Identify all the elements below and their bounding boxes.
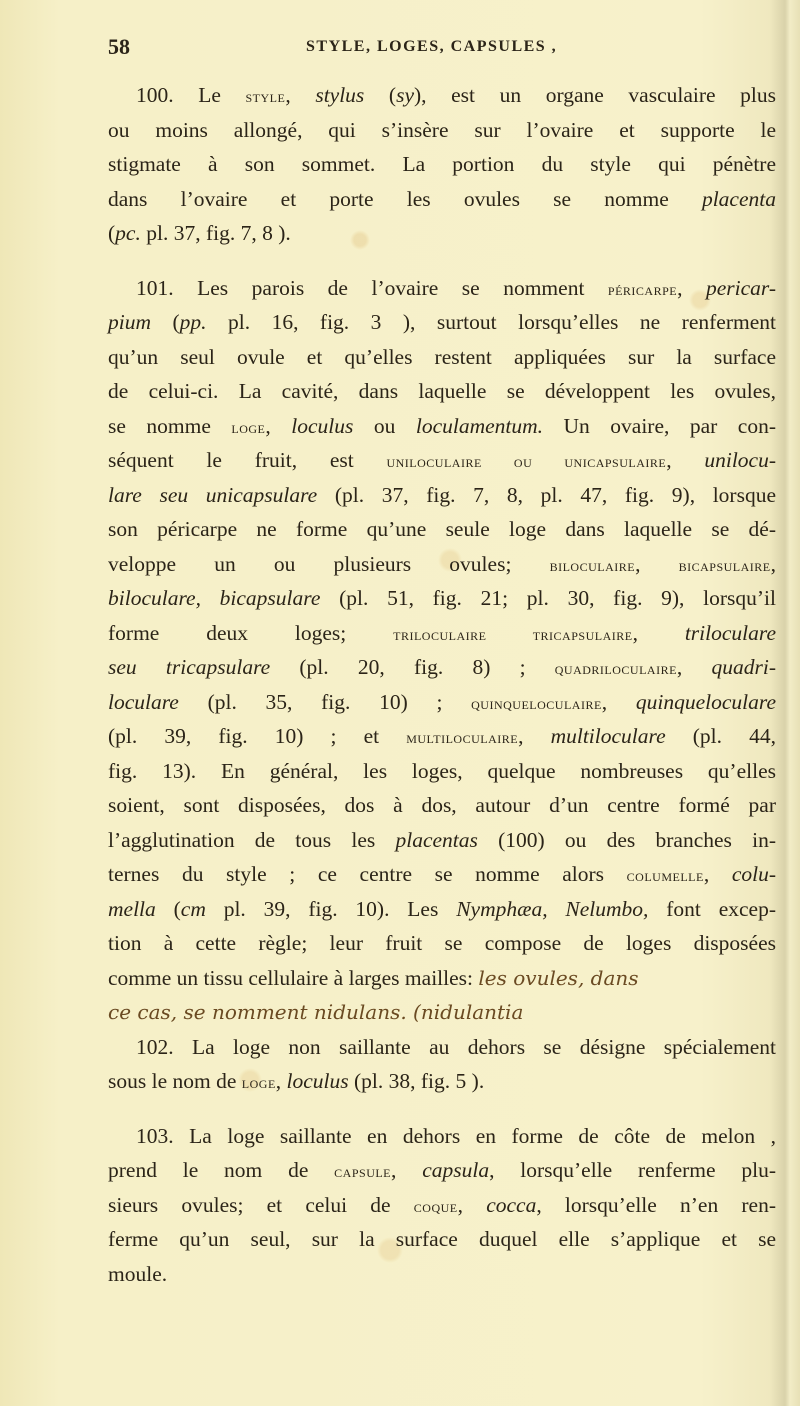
italic-term: capsula [422,1158,490,1182]
text-line: seu tricapsulare (pl. 20, fig. 8) ; quadriloculaire, quadri- [108,655,777,679]
text-line: qu’un seul ovule et qu’elles restent appliquées sur la surface [108,344,776,369]
italic-term: triloculare [684,620,776,645]
small-caps-term: bicapsulaire [678,555,771,575]
text-line: (pc. pl. 37, fig. 7, 8 ). [108,221,291,245]
text-line: sous le nom de loge, loculus (pl. 38, fig. 5 ). [108,1069,485,1093]
text-line: séquent le fruit, est uniloculaire ou unicapsulaire, unilocu- [108,448,776,472]
text-line: de celui-ci. La cavité, dans laquelle se développent les ovules, [108,379,776,403]
italic-term: biloculare, bicapsulare [108,586,321,610]
text-line: l’agglutination de tous les placentas (100) ou des branches in- [108,827,776,852]
italic-term: cm [180,896,206,921]
page-number: 58 [108,34,130,59]
body-text [108,78,776,1291]
italic-term: quinqueloculare [635,689,777,714]
italic-term: seu tricapsulare [108,655,271,679]
small-caps-term: quadriloculaire [554,659,677,678]
text-line: se nomme loge, loculus ou loculamentum. Un ovaire, par con- [108,413,777,438]
italic-term: colu- [731,862,776,886]
text-line [108,995,776,1030]
italic-term: loculus [286,1069,349,1093]
text-line: mella (cm pl. 39, fig. 10). Les Nymphæa, Nelumbo, font excep- [108,896,776,921]
italic-term: pc. [115,221,141,245]
text-line: dans l’ovaire et porte les ovules se nomme placenta [108,186,776,211]
small-caps-term: capsule [334,1162,392,1181]
text-line: lare seu unicapsulare (pl. 37, fig. 7, 8, pl. 47, fig. 9), lorsque [108,482,776,507]
paragraph-103 [108,1119,776,1292]
italic-term: pericar- [705,275,777,300]
italic-term: placentas [395,827,478,852]
text-line: 101. Les parois de l’ovaire se nomment péricarpe, pericar- [136,275,777,300]
text-line: pium (pp. pl. 16, fig. 3 ), surtout lorsqu’elles ne renferment [108,310,776,334]
italic-term: Nymphæa, Nelumbo, [456,896,649,921]
small-caps-term: quinqueloculaire [471,693,602,713]
text-line: sieurs ovules; et celui de coque, cocca, lorsqu’elle n’en ren- [108,1192,777,1217]
italic-term: placenta [701,186,776,211]
italic-term: unilocu- [704,448,776,472]
text-line: comme un tissu cellulaire à larges mailles: les ovules, dans [108,965,639,990]
text-line: prend le nom de capsule, capsula, lorsqu’elle renferme plu- [108,1158,776,1182]
running-head: STYLE, LOGES, CAPSULES , [306,38,558,55]
small-caps-term: uniloculaire ou unicapsulaire [386,452,667,471]
italic-term: sy [396,83,414,107]
paragraph-101 [108,271,776,996]
text-line: ou moins allongé, qui s’insère sur l’ovaire et supporte le [108,117,776,142]
italic-term: lare seu unicapsulare [108,482,318,507]
text-line: 102. La loge non saillante au dehors se désigne spécialement [136,1034,776,1059]
italic-term: multiloculare [550,724,666,748]
text-line: 103. La loge saillante en dehors en forme de côte de melon , [136,1123,776,1148]
italic-term: loculamentum. [415,413,544,438]
text-line: ternes du style ; ce centre se nomme alors columelle, colu- [108,862,776,886]
handwritten-annotation [108,995,776,1030]
paragraph-100 [108,78,776,251]
small-caps-term: péricarpe [607,279,678,299]
handwritten-note: ce cas, se nomment nidulans. (nidulantia [108,1000,524,1024]
text-line: (pl. 39, fig. 10) ; et multiloculaire, multiloculare (pl. 44, [108,724,776,748]
small-caps-term: columelle [626,866,704,885]
text-line: forme deux loges; triloculaire tricapsulaire, triloculare [108,620,776,645]
italic-term: pp. [179,310,207,334]
text-line: son péricarpe ne forme qu’une seule loge dans laquelle se dé- [108,517,776,541]
small-caps-term: triloculaire tricapsulaire [393,624,633,644]
small-caps-term: style [245,87,286,106]
text-line: stigmate à son sommet. La portion du style qui pénètre [108,152,776,176]
text-line: soient, sont disposées, dos à dos, autour d’un centre formé par [108,793,776,817]
text-line: ferme qu’un seul, sur la surface duquel elle s’applique et se [108,1227,776,1251]
italic-term: loculare [108,689,179,714]
italic-term: loculus [291,413,354,438]
italic-term: pium [108,310,151,334]
text-line: loculare (pl. 35, fig. 10) ; quinqueloculaire, quinqueloculare [108,689,777,714]
text-line: veloppe un ou plusieurs ovules; biloculaire, bicapsulaire, [108,551,776,576]
italic-term: stylus [315,83,365,107]
text-line: moule. [108,1261,168,1286]
text-line: biloculare, bicapsulare (pl. 51, fig. 21; pl. 30, fig. 9), lorsqu’il [108,586,776,610]
small-caps-term: loge [231,417,266,437]
italic-term: mella [108,896,156,921]
text-line: tion à cette règle; leur fruit se compose de loges disposées [108,931,776,955]
paragraph-gap [108,251,776,271]
italic-term: quadri- [711,655,777,679]
italic-term: cocca [486,1192,537,1217]
small-caps-term: multiloculaire [406,728,519,747]
small-caps-term: loge [241,1073,276,1092]
page-header [108,34,778,64]
small-caps-term: biloculaire [549,555,636,575]
text-line: 100. Le style, stylus (sy), est un organe vasculaire plus [136,83,776,107]
paragraph-102 [108,1030,776,1099]
small-caps-term: coque [413,1196,458,1216]
text-line: fig. 13). En général, les loges, quelque nombreuses qu’elles [108,758,776,783]
handwritten-note: les ovules, dans [478,965,639,990]
paragraph-gap [108,1099,776,1119]
